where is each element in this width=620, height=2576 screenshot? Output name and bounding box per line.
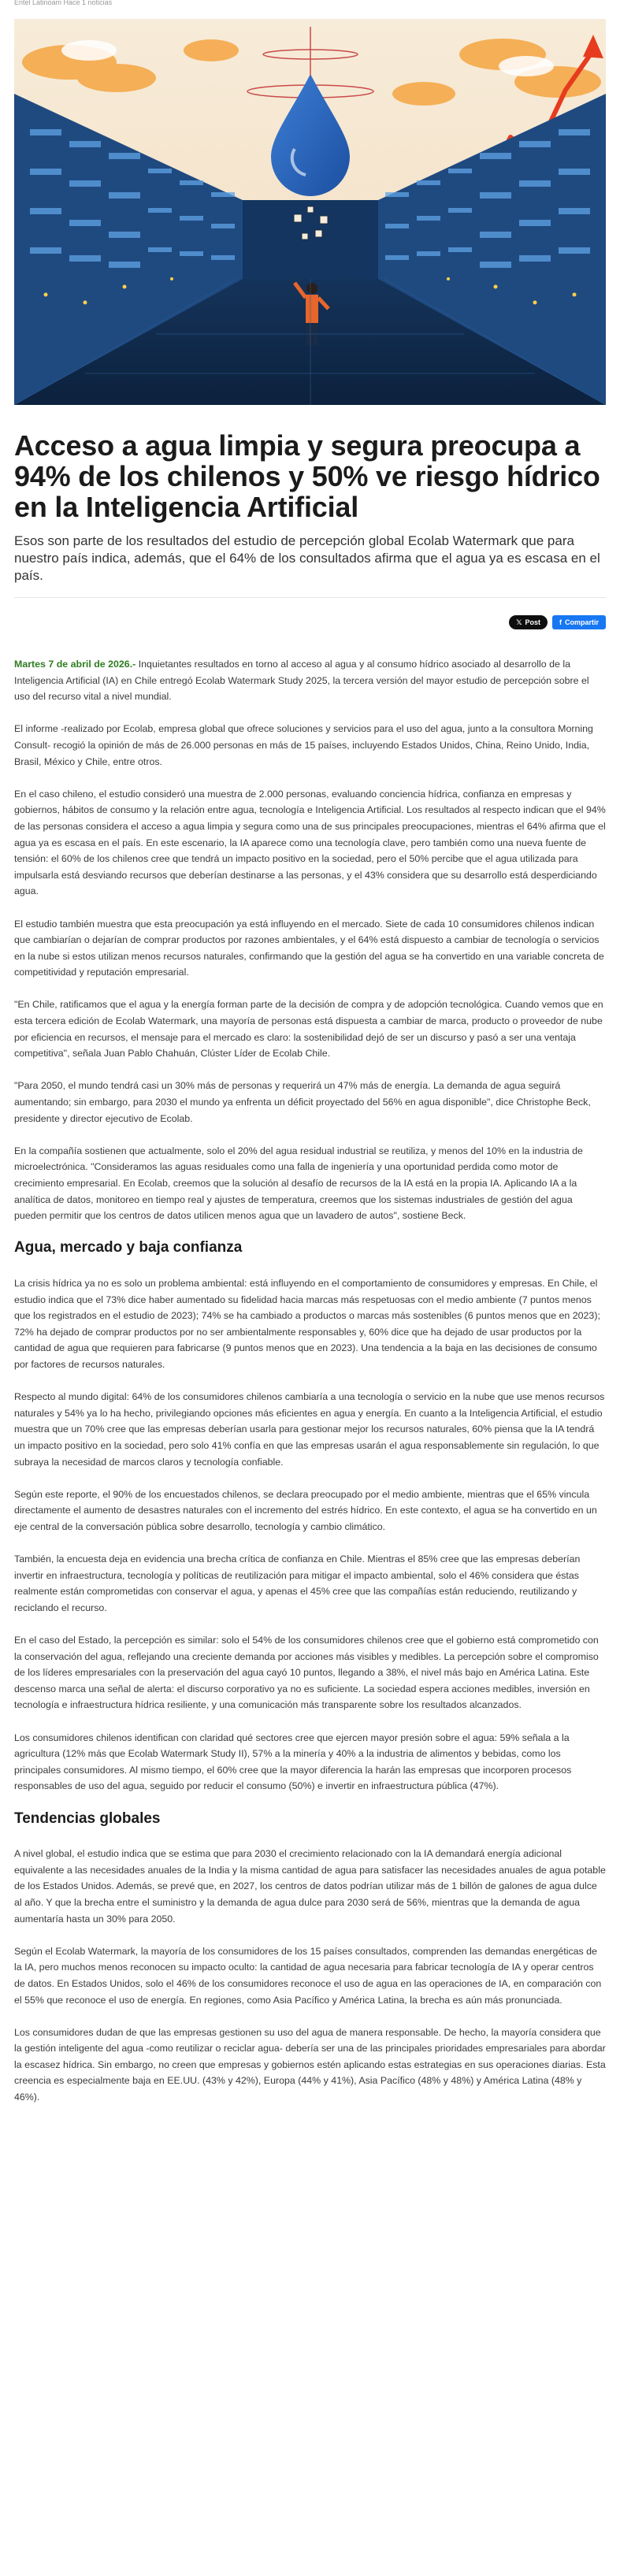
paragraph: El estudio también muestra que esta preocupación ya está influyendo en el mercado. Siete de cada 10 consumidores chilenos indican que cambiarían o dejarían de comprar productos por razones ambientales, y el 64% está dispuesto a cambiar de tecnología o servicios en la nube si estos utilizan menos recursos naturales, confirmando que la gestión del agua se ha convertido en una variable concreta de competitividad y reputación empresarial. [14, 918, 604, 978]
section-heading: Agua, mercado y baja confianza [14, 1239, 243, 1256]
x-logo-icon: 𝕏 [516, 618, 522, 626]
paragraph: Martes 7 de abril de 2026.- Inquietantes resultados en torno al acceso al agua y al consumo hídrico asociado al desarrollo de la Inteligencia Artificial (IA) en Chile entregó Ecolab Watermark Study 2025, la tercera versión del mayor estudio de percepción sobre el uso del recurso vital a nivel mundial. [14, 659, 589, 703]
paragraph: Los consumidores dudan de que las empresas gestionen su uso del agua de manera responsable. De hecho, la mayoría considera que la gestión inteligente del agua -como reutilizar o reciclar agua- debería ser una de las principales prioridades empresariales para abordar la escasez hídrica. Sin embargo, no creen que empresas y gobiernos estén aplicando estas estrategias en sus operaciones diarias. Esta creencia es especialmente baja en EE.UU. (43% y 42%), Europa (44% y 41%), Asia Pacífico (48% y 48%) y América Latina (48% y 46%). [14, 2026, 606, 2103]
facebook-logo-icon: f [559, 618, 562, 626]
paragraph: Los consumidores chilenos identifican con claridad qué sectores cree que ejercen mayor presión sobre el agua: 59% señala a la agricultura (12% más que Ecolab Watermark Study II), 57% a la minería y 40% a la industria de alimentos y bebidas, como los principales consumidores. Al mismo tiempo, el 60% cree que la mayor diferencia la harán las empresas que incorporen procesos responsables de uso del agua, seguido por reducir el consumo (50%) e invertir en infraestructura pública (47%). [14, 1732, 572, 1792]
x-post-button[interactable] [509, 615, 548, 629]
section-heading: Tendencias globales [14, 1810, 161, 1827]
article-body [14, 656, 606, 2106]
quote-paragraph: "Para 2050, el mundo tendrá casi un 30% más de personas y requerirá un 47% más de energía. La demanda de agua seguirá aumentando; sin embargo, para 2030 el mundo ya enfrenta un déficit proyectado del 56% en agua disponible", dice Christophe Beck, presidente y director ejecutivo de Ecolab. [14, 1080, 591, 1124]
article-title: Acceso a agua limpia y segura preocupa a 94% de los chilenos y 50% ve riesgo hídrico en la Inteligencia Artificial [14, 429, 600, 523]
hero-illustration [14, 19, 606, 405]
breadcrumb: Entel Latinoam Hace 1 noticias [14, 0, 113, 6]
article-lead: Esos son parte de los resultados del estudio de percepción global Ecolab Watermark que para nuestro país indica, además, que el 64% de los consultados afirma que el agua ya es escasa en el país. [14, 533, 600, 583]
facebook-share-label: Compartir [564, 618, 599, 626]
x-post-label: Post [525, 618, 540, 626]
paragraph: En la compañía sostienen que actualmente, solo el 20% del agua residual industrial se reutiliza, y menos del 10% en la industria de microelectrónica. "Consideramos las aguas residuales como una falla de ingeniería y una oportunidad perdida como motor de crecimiento empresarial. En Ecolab, creemos que la solución al desafío de recursos de la IA está en la propia IA. Aplicando IA a la analítica de datos, monitoreo en tiempo real y ajustes de temperatura, creemos que los sistemas industriales de gestión del agua pueden permitir que los centros de datos utilicen menos agua que un lavadero de autos", sostiene Beck. [14, 1145, 583, 1222]
divider [14, 597, 606, 598]
facebook-share-button[interactable] [552, 615, 606, 629]
paragraph: La crisis hídrica ya no es solo un problema ambiental: está influyendo en el comportamiento de consumidores y empresas. En Chile, el estudio indica que el 73% dice haber aumentado su fidelidad hacia marcas más respetuosas con el medio ambiente (7 puntos menos que los registrados en el estudio de 2023); 74% se ha cambiado a productos o marcas más sostenibles (6 puntos menos que en 2023); 72% ha dejado de comprar productos por no ser ambientalmente responsables y, 60% dice que ha dejado de usar productos por la cantidad de agua que requieren para fabricarse (9 puntos menos que en 2023). Una tendencia a la baja en las decisiones de consumo por factores de recursos naturales. [14, 1277, 600, 1370]
paragraph: A nivel global, el estudio indica que se estima que para 2030 el crecimiento relacionado con la IA demandará energía adicional equivalente a las necesidades anuales de la India y la misma cantidad de agua para satisfacer las necesidades anuales de agua potable de los Estados Unidos. Además, se prevé que, en 2027, los centros de datos podrían utilizar más de 1 billón de galones de agua dulce al año. Y que la brecha entre el suministro y la demanda de agua dulce para 2030 será de 56%, mientras que la demanda de agua aumentaría hasta un 30% para 2050. [14, 1848, 606, 1925]
paragraph: Respecto al mundo digital: 64% de los consumidores chilenos cambiaría a una tecnología o servicio en la nube que use menos recursos naturales y 54% ya lo ha hecho, privilegiando opciones más eficientes en agua y energía. En cuanto a la Inteligencia Artificial, el estudio muestra que un 70% cree que las empresas deberían usarla para gestionar mejor los recursos naturales, 60% piensa que la IA tendrá un impacto positivo en la sociedad, pero solo 41% confía en que las empresas usarán el agua responsablemente sin regulación, lo que subraya la necesidad de marcos claros y tecnología confiable. [14, 1391, 605, 1468]
paragraph: Según este reporte, el 90% de los encuestados chilenos, se declara preocupado por el medio ambiente, mientras que el 65% vincula directamente el aumento de desastres naturales con el incremento del estrés hídrico. En este contexto, el agua se ha convertido en un eje central de la conversación pública sobre desarrollo, tecnología y cambio climático. [14, 1488, 597, 1532]
paragraph: El informe -realizado por Ecolab, empresa global que ofrece soluciones y servicios para el uso del agua, junto a la consultora Morning Consult- recogió la opinión de más de 26.000 personas en más de 15 países, incluyendo Estados Unidos, China, Reino Unido, India, Brasil, México y Chile, entre otros. [14, 723, 593, 767]
quote-paragraph: "En Chile, ratificamos que el agua y la energía forman parte de la decisión de compra y de adopción tecnológica. Cuando vemos que en esta tercera edición de Ecolab Watermark, una mayoría de personas está dispuesta a cambiar de marca, producto o proveedor de nube por eficiencia en recursos, el mensaje para el mercado es claro: la sostenibilidad dejó de ser un discurso y pasó a ser una ventaja competitiva", señala Juan Pablo Chahuán, Clúster Líder de Ecolab Chile. [14, 999, 603, 1060]
share-bar [14, 615, 606, 631]
paragraph: En el caso chileno, el estudio consideró una muestra de 2.000 personas, evaluando conciencia hídrica, confianza en empresas y gobiernos, hábitos de consumo y la relación entre agua, tecnología e Inteligencia Artificial. Los resultados al respecto indican que el 94% de las personas considera el acceso a agua limpia y segura como una de sus principales preocupaciones, mientras el 64% afirma que el agua ya es escasa en el país. En este escenario, la IA aparece como una tecnología clave, pero también como una nueva fuente de tensión: el 60% de los chilenos cree que tendrá un impacto positivo en la sociedad, pero el 50% percibe que el agua utilizada para impulsarla está desviando recursos que deberían destinarse a las personas, y el 43% considera que su desarrollo está desperdiciando agua. [14, 788, 606, 897]
paragraph: En el caso del Estado, la percepción es similar: solo el 54% de los consumidores chilenos cree que el gobierno está comprometido con la conservación del agua, reflejando una creciente demanda por acciones más visibles y medibles. La percepción sobre el compromiso de los líderes empresariales con la preservación del agua cayó 10 puntos, llegando a 38%, el nivel más bajo en América Latina. Este descenso marca una señal de alerta: el discurso corporativo ya no es suficiente. La sociedad espera acciones medibles, inversión en tecnología e infraestructura hídrica resiliente, y una comunicación más transparente sobre los resultados alcanzados. [14, 1635, 599, 1711]
paragraph: También, la encuesta deja en evidencia una brecha crítica de confianza en Chile. Mientras el 85% cree que las empresas deberían invertir en infraestructura, tecnología y políticas de reutilización para mitigar el impacto ambiental, solo el 46% considera que éstas realmente están comprometidas con conservar el agua, y apenas el 45% cree que las compañías están reduciendo, reutilizando y reciclando el recurso. [14, 1553, 581, 1613]
paragraph: Según el Ecolab Watermark, la mayoría de los consumidores de los 15 países consultados, comprenden las demandas energéticas de la IA, pero muchos menos reconocen su impacto oculto: la cantidad de agua necesaria para fabricar tecnología de IA y operar centros de datos. En Estados Unidos, solo el 46% de los consumidores reconoce el uso de agua en las operaciones de IA, en comparación con el 55% que reconoce el uso de energía. En regiones, como Asia Pacífico y América Latina, la brecha es aún más pronunciada. [14, 1945, 602, 2006]
article-date: Martes 7 de abril de 2026.- [14, 659, 136, 670]
